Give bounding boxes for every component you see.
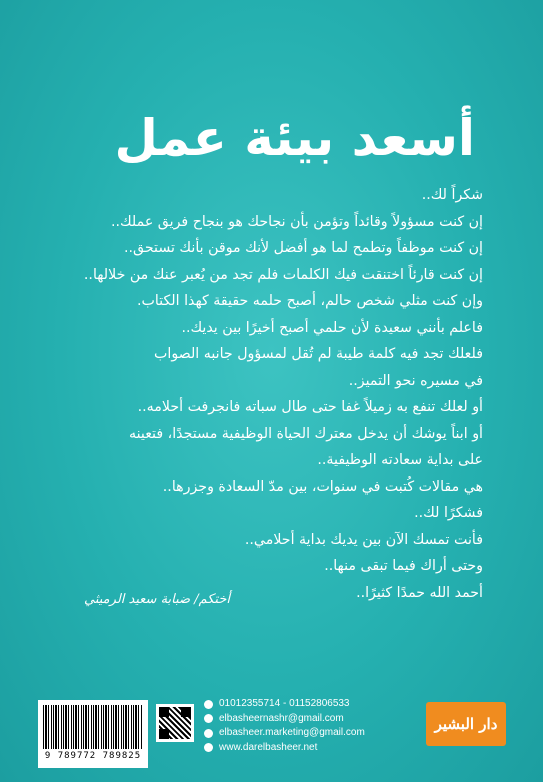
text-line: وحتى أراك فيما تبقى منها.. bbox=[324, 558, 483, 574]
text-line: أو لعلك تنفع به زميلاً غفا حتى طال سباته فانجرفت أحلامه.. bbox=[137, 399, 483, 415]
publisher-logo: دار البشير bbox=[426, 702, 506, 746]
text-line: إن كنت مسؤولاً وقائداً وتؤمن بأن نجاحك هو بنجاح فريق عملك.. bbox=[110, 213, 483, 230]
phone-icon bbox=[204, 700, 213, 709]
isbn-barcode bbox=[38, 700, 148, 768]
text-line: فلعلك تجد فيه كلمة طيبة لم تُقل لمسؤول جانبه الصواب bbox=[154, 346, 483, 362]
text-line: أو ابناً يوشك أن يدخل معترك الحياة الوظيفية مستجدًا، فتعينه bbox=[129, 425, 483, 442]
contact-text: www.darelbasheer.net bbox=[219, 741, 318, 753]
text-line: فاعلم بأنني سعيدة لأن حلمي أصبح أخيرًا بين يديك.. bbox=[181, 319, 483, 336]
barcode-bars bbox=[43, 705, 143, 749]
contact-email bbox=[204, 726, 404, 741]
contact-text: 01012355714 - 01152806533 bbox=[219, 698, 350, 709]
text-line: إن كنت موظفاً وتطمح لما هو أفضل لأنك موقن بأنك تستحق.. bbox=[124, 240, 483, 256]
text-line: فشكرًا لك.. bbox=[414, 505, 483, 521]
author-signature: أختكم/ ضبابة سعيد الرميثي bbox=[84, 592, 230, 607]
contact-email bbox=[204, 712, 404, 727]
text-line: إن كنت قارئاً اختنقت فيك الكلمات فلم تجد من يُعبر عنك من خلالها.. bbox=[83, 266, 483, 283]
text-line: شكراً لك.. bbox=[421, 187, 483, 203]
text-line: أحمد الله حمدًا كثيرًا.. bbox=[356, 584, 483, 601]
text-line: هي مقالات كُتبت في سنوات، بين مدّ السعادة وجزرها.. bbox=[162, 478, 483, 495]
contact-website bbox=[204, 741, 404, 756]
text-line: في مسيره نحو التميز.. bbox=[348, 372, 483, 389]
email-icon bbox=[204, 729, 213, 738]
barcode-number: 9 789772 789825 bbox=[44, 751, 142, 761]
contact-phone bbox=[204, 697, 404, 712]
contact-text: elbasheernashr@gmail.com bbox=[219, 712, 344, 724]
qr-code bbox=[156, 704, 194, 742]
publisher-contacts bbox=[204, 697, 404, 755]
email-icon bbox=[204, 714, 213, 723]
text-line: على بداية سعادته الوظيفية.. bbox=[317, 452, 483, 468]
qr-pattern bbox=[159, 707, 191, 739]
book-title: أسعد بيئة عمل bbox=[114, 109, 475, 167]
contact-text: elbasheer.marketing@gmail.com bbox=[219, 727, 365, 738]
back-cover-text bbox=[63, 182, 483, 606]
web-icon bbox=[204, 743, 213, 752]
text-line: وإن كنت مثلي شخص حالم، أصبح حلمه حقيقة كهذا الكتاب. bbox=[136, 293, 483, 309]
text-line: فأنت تمسك الآن بين يديك بداية أحلامي.. bbox=[244, 531, 483, 548]
